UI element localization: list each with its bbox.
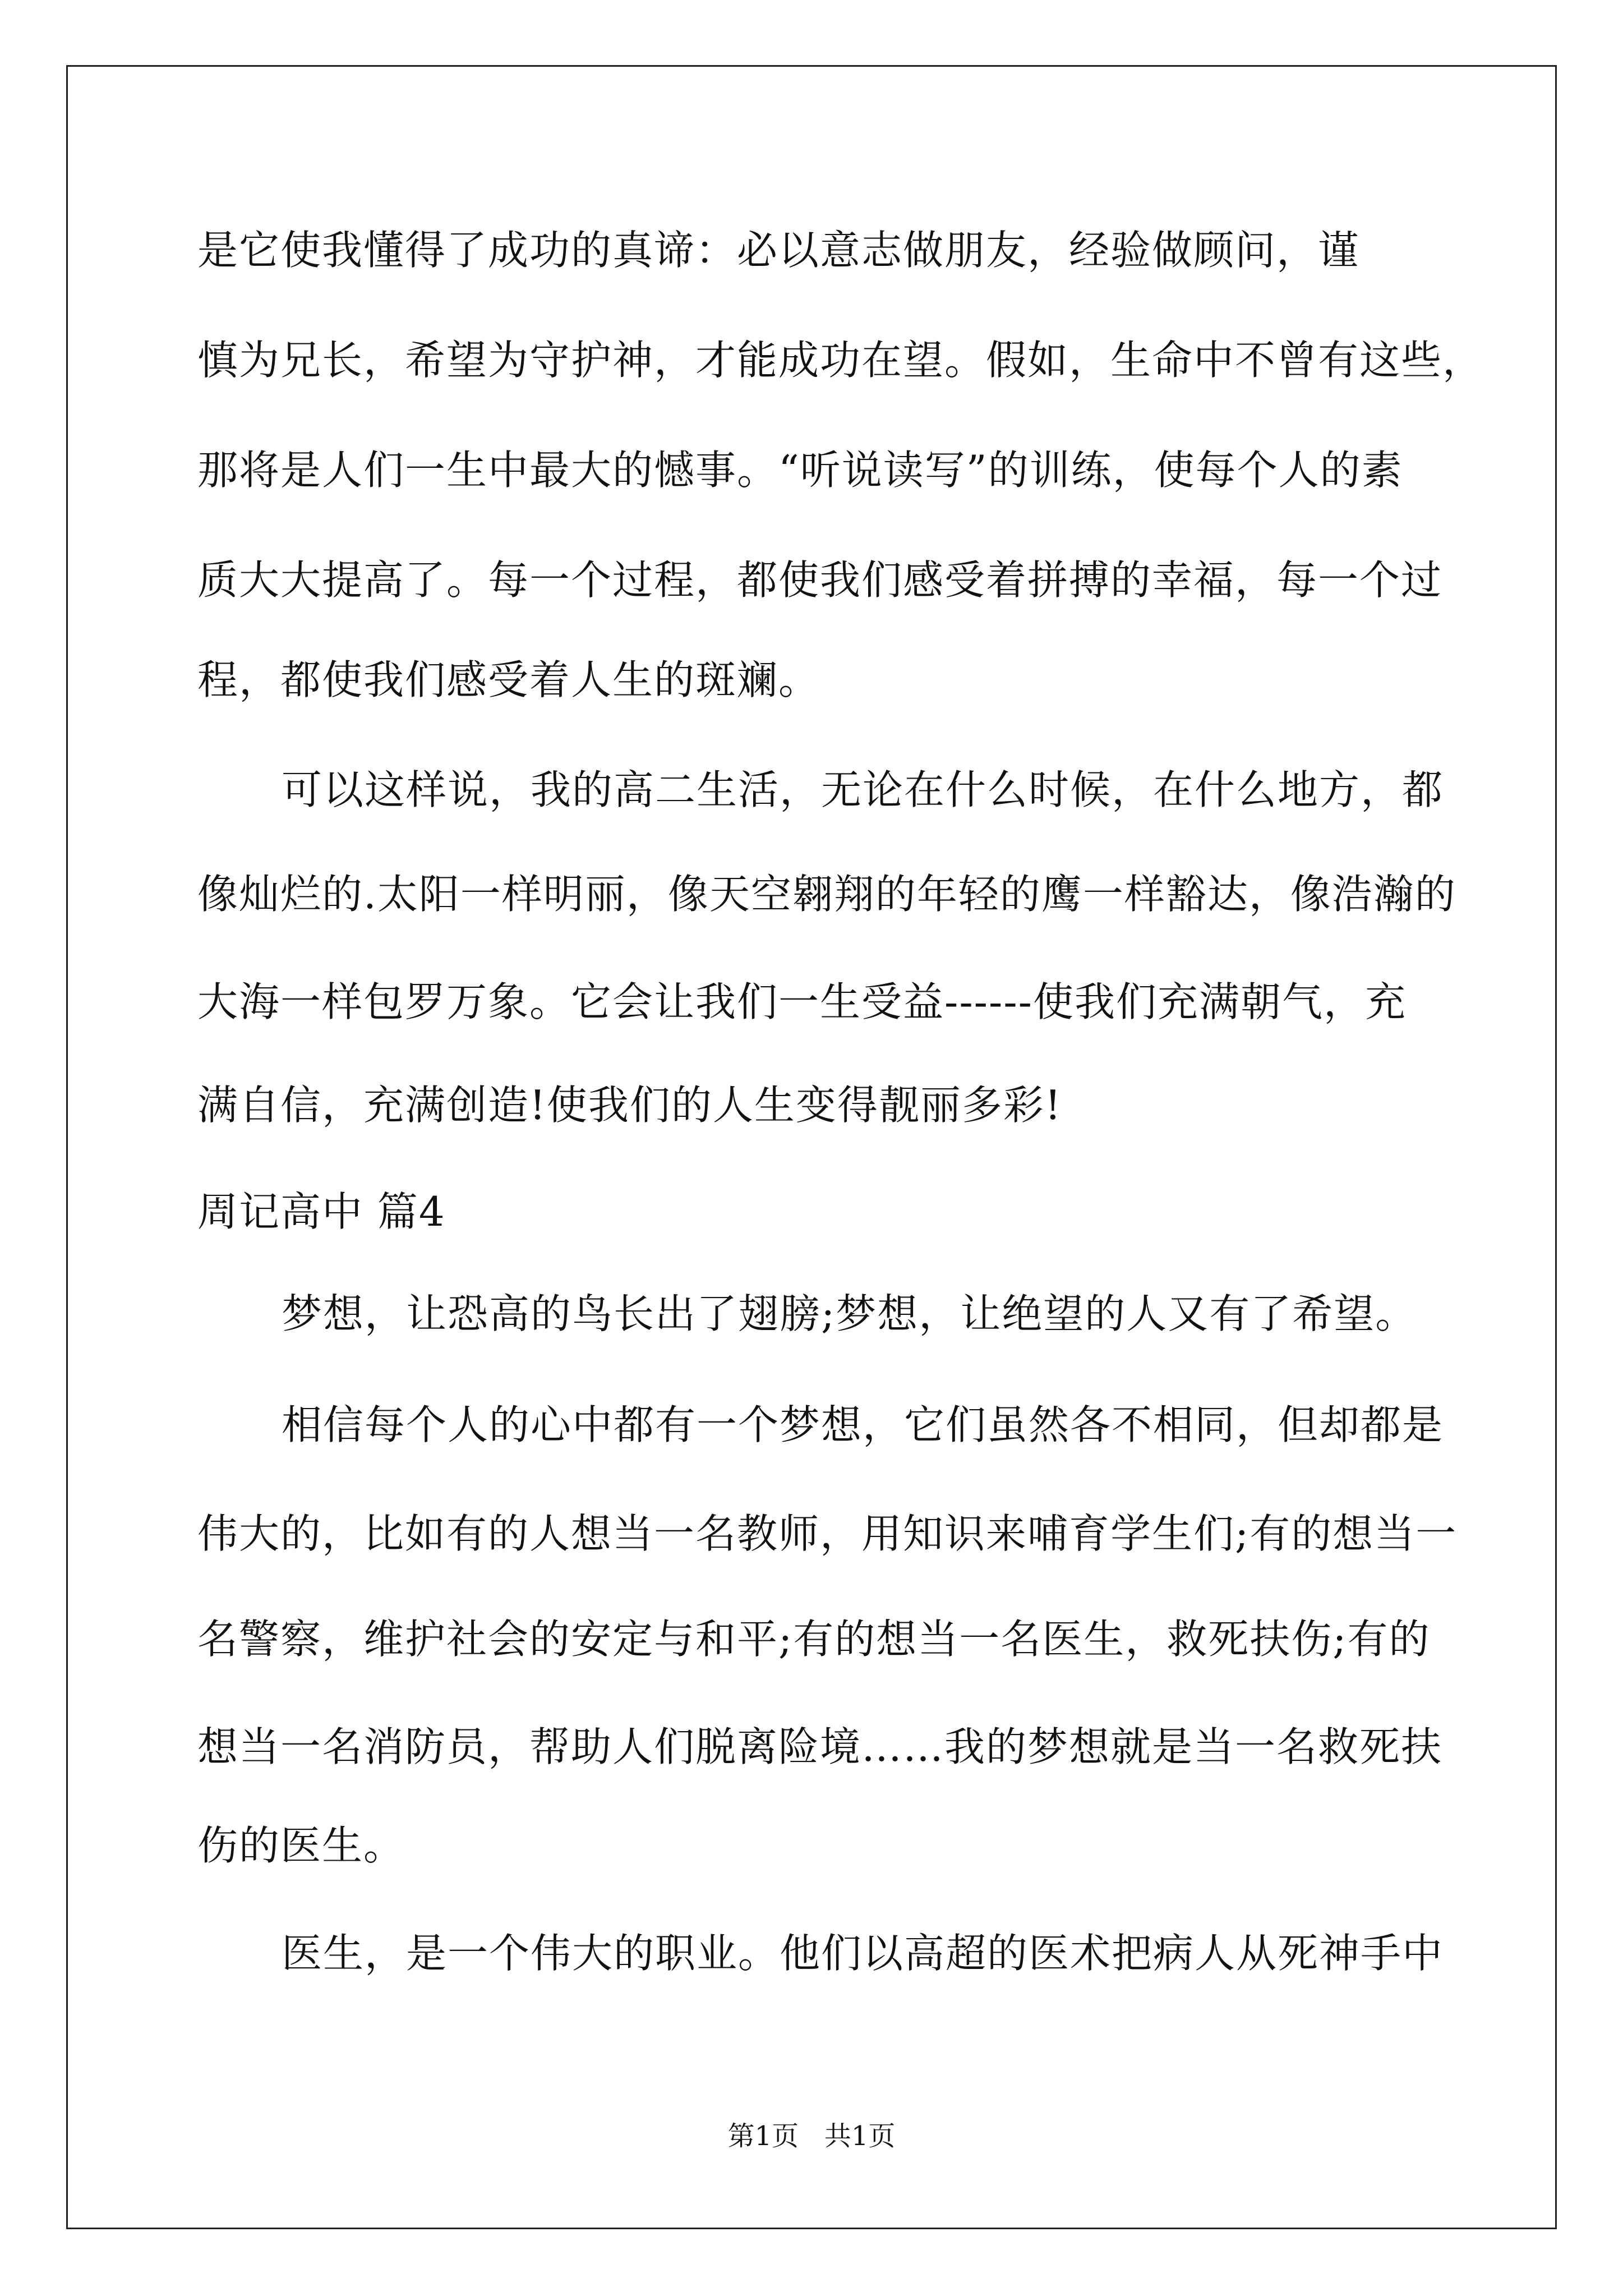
paragraph-line: 医生，是一个伟大的职业。他们以高超的医术把病人从死神手中: [282, 1930, 1444, 1977]
page-border: [66, 65, 1557, 2229]
paragraph-line: 大海一样包罗万象。它会让我们一生受益------使我们充满朝气，充: [197, 978, 1407, 1025]
paragraph-line: 像灿烂的.太阳一样明丽，像天空翱翔的年轻的鹰一样豁达，像浩瀚的: [197, 871, 1456, 918]
paragraph-line: 相信每个人的心中都有一个梦想，它们虽然各不相同，但却都是: [282, 1401, 1444, 1448]
paragraph-line: 伟大的，比如有的人想当一名教师，用知识来哺育学生们;有的想当一: [197, 1510, 1458, 1557]
paragraph-line: 满自信，充满创造!使我们的人生变得靓丽多彩!: [197, 1082, 1062, 1129]
paragraph-line: 质大大提高了。每一个过程，都使我们感受着拼搏的幸福，每一个过: [197, 556, 1443, 604]
paragraph-line: 慎为兄长，希望为守护神，才能成功在望。假如，生命中不曾有这些，: [197, 337, 1484, 384]
paragraph-line: 程，都使我们感受着人生的斑斓。: [197, 656, 820, 703]
page-number-footer: 第1页 共1页: [727, 2120, 896, 2152]
paragraph-line: 那将是人们一生中最大的憾事。“听说读写”的训练，使每个人的素: [197, 447, 1403, 494]
section-heading: 周记高中 篇4: [197, 1188, 446, 1235]
paragraph-line: 梦想，让恐高的鸟长出了翅膀;梦想，让绝望的人又有了希望。: [282, 1290, 1417, 1337]
paragraph-line: 可以这样说，我的高二生活，无论在什么时候，在什么地方，都: [282, 766, 1444, 813]
paragraph-line: 伤的医生。: [197, 1822, 405, 1869]
paragraph-line: 想当一名消防员，帮助人们脱离险境……我的梦想就是当一名救死扶: [197, 1723, 1443, 1770]
paragraph-line: 名警察，维护社会的安定与和平;有的想当一名医生，救死扶伤;有的: [197, 1616, 1431, 1663]
paragraph-line: 是它使我懂得了成功的真谛：必以意志做朋友，经验做顾问，谨: [197, 227, 1360, 274]
